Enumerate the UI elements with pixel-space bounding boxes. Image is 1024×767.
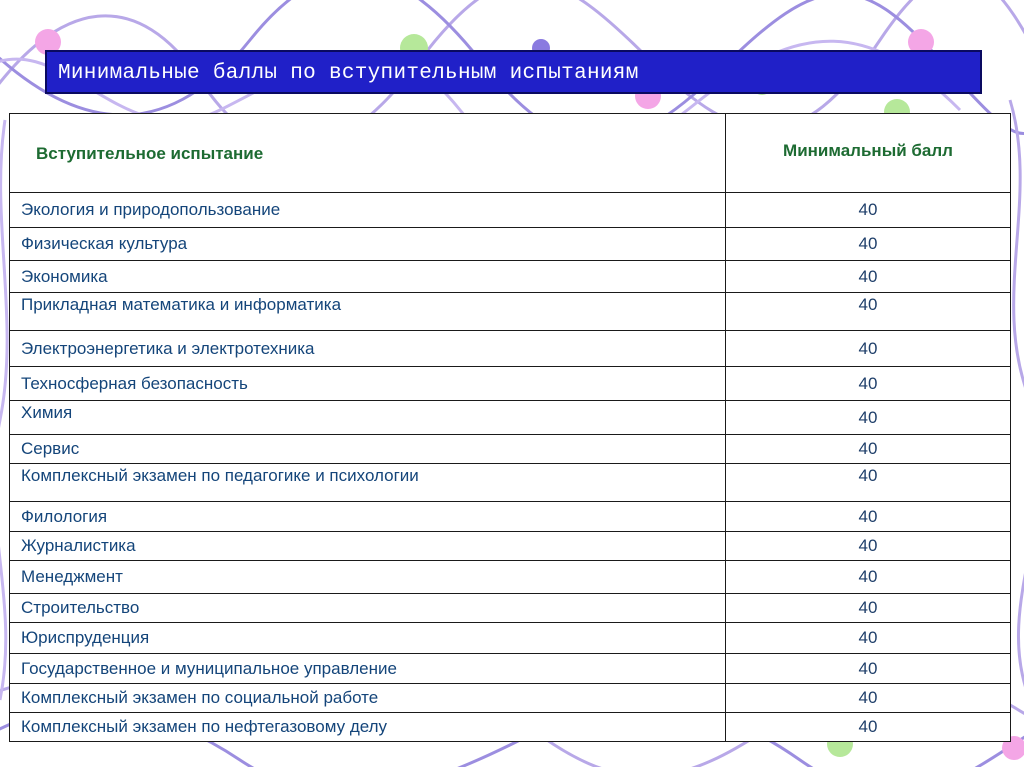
table-row <box>10 261 1011 293</box>
min-score: 40 <box>726 464 1011 502</box>
header-score: Минимальный балл <box>726 114 1011 193</box>
min-score: 40 <box>726 502 1011 532</box>
test-name: Государственное и муниципальное управление <box>10 654 726 684</box>
test-name: Юриспруденция <box>10 623 726 654</box>
test-name: Комплексный экзамен по педагогике и психологии <box>10 464 726 502</box>
test-name: Прикладная математика и информатика <box>10 293 726 331</box>
scores-table <box>9 113 1011 742</box>
min-score: 40 <box>726 193 1011 228</box>
table-row <box>10 623 1011 654</box>
table-row <box>10 713 1011 742</box>
header-test: Вступительное испытание <box>10 114 726 193</box>
test-name: Техносферная безопасность <box>10 367 726 401</box>
test-name: Электроэнергетика и электротехника <box>10 331 726 367</box>
table-row <box>10 502 1011 532</box>
min-score: 40 <box>726 331 1011 367</box>
test-name: Химия <box>10 401 726 435</box>
min-score: 40 <box>726 654 1011 684</box>
table-row <box>10 532 1011 561</box>
test-name: Комплексный экзамен по нефтегазовому делу <box>10 713 726 742</box>
min-score: 40 <box>726 401 1011 435</box>
table-row <box>10 654 1011 684</box>
table-row <box>10 401 1011 435</box>
wave-line <box>1010 100 1024 700</box>
table-row <box>10 464 1011 502</box>
test-name: Журналистика <box>10 532 726 561</box>
test-name: Физическая культура <box>10 228 726 261</box>
test-name: Филология <box>10 502 726 532</box>
min-score: 40 <box>726 261 1011 293</box>
table-row <box>10 435 1011 464</box>
min-score: 40 <box>726 623 1011 654</box>
table-row <box>10 293 1011 331</box>
min-score: 40 <box>726 594 1011 623</box>
test-name: Экология и природопользование <box>10 193 726 228</box>
test-name: Комплексный экзамен по социальной работе <box>10 684 726 713</box>
table-header-row <box>10 114 1011 193</box>
scores-table-container <box>9 113 1010 742</box>
test-name: Менеджмент <box>10 561 726 594</box>
test-name: Строительство <box>10 594 726 623</box>
min-score: 40 <box>726 713 1011 742</box>
min-score: 40 <box>726 532 1011 561</box>
table-row <box>10 594 1011 623</box>
min-score: 40 <box>726 293 1011 331</box>
title-bar <box>45 50 982 94</box>
table-row <box>10 367 1011 401</box>
wave-line <box>0 120 7 700</box>
page-title: Минимальные баллы по вступительным испытаниям <box>58 62 639 85</box>
min-score: 40 <box>726 561 1011 594</box>
test-name: Экономика <box>10 261 726 293</box>
min-score: 40 <box>726 435 1011 464</box>
table-row <box>10 331 1011 367</box>
table-row <box>10 228 1011 261</box>
table-row <box>10 193 1011 228</box>
table-row <box>10 561 1011 594</box>
min-score: 40 <box>726 367 1011 401</box>
min-score: 40 <box>726 228 1011 261</box>
table-row <box>10 684 1011 713</box>
test-name: Сервис <box>10 435 726 464</box>
min-score: 40 <box>726 684 1011 713</box>
